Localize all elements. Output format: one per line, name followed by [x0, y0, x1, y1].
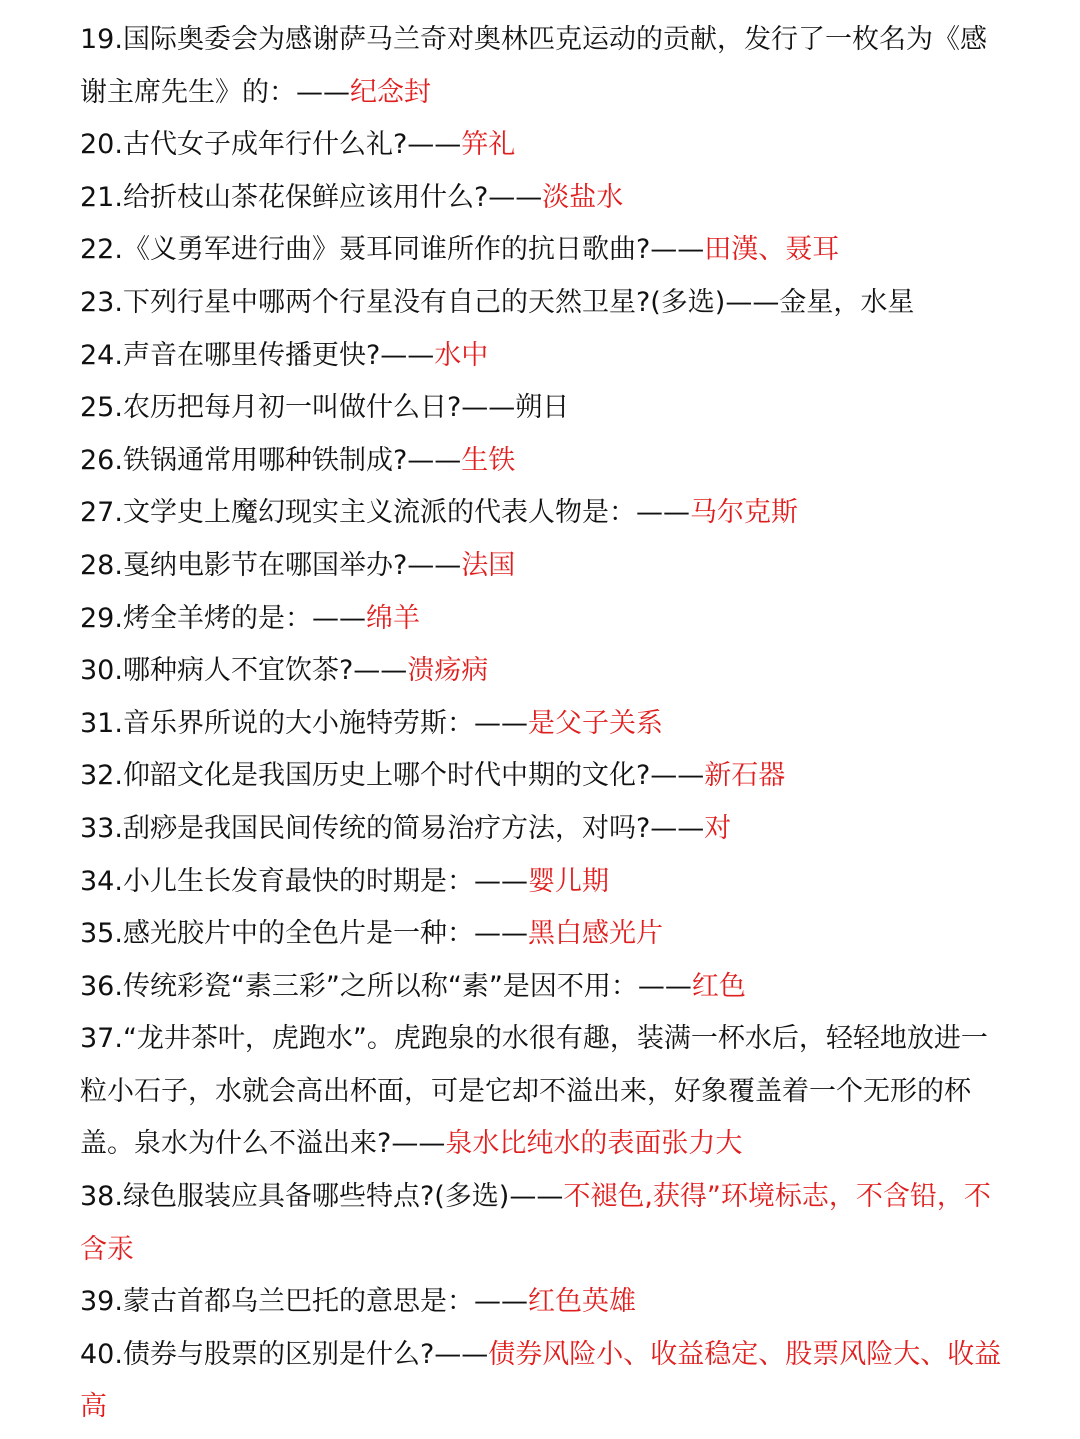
answer-text: 是父子关系 — [527, 707, 663, 739]
answer-text: 黑白感光片 — [527, 918, 663, 950]
quiz-item-25 — [80, 382, 1010, 435]
answer-text: 田漢、聂耳 — [704, 234, 840, 266]
question-text: 22.《义勇军进行曲》聂耳同谁所作的抗日歌曲?—— — [80, 234, 705, 266]
question-text: 36.传统彩瓷“素三彩”之所以称“素”是因不用：—— — [80, 970, 692, 1002]
quiz-item-24 — [80, 330, 1010, 383]
quiz-item-22 — [80, 224, 1010, 277]
quiz-item-30 — [80, 645, 1010, 698]
answer-text: 对 — [704, 812, 732, 844]
answer-text: 不褪色,获得”环境标志，不含铅，不含汞 — [80, 1181, 991, 1265]
answer-text: 债券风险小、收益稳定、股票风险大、收益高 — [80, 1338, 1002, 1423]
question-text: 37.“龙井茶叶，虎跑水”。虎跑泉的水很有趣，装满一杯水后，轻轻地放进一粒小石子，水就会高出杯面，可是它却不溢出来，好象覆盖着一个无形的杯盖。泉水为什么不溢出来?—— — [80, 1023, 988, 1160]
answer-text: 婴儿期 — [527, 865, 609, 897]
question-text: 38.绿色服装应具备哪些特点?(多选)—— — [80, 1181, 564, 1213]
question-text: 30.哪种病人不宜饮茶?—— — [80, 655, 408, 687]
answer-text: 溃疡病 — [407, 655, 489, 687]
quiz-item-34 — [80, 856, 1010, 909]
quiz-item-38 — [80, 1171, 1010, 1276]
question-text: 26.铁锅通常用哪种铁制成?—— — [80, 444, 462, 476]
answer-text: 水中 — [434, 339, 489, 371]
quiz-list — [80, 14, 1010, 1434]
quiz-item-39 — [80, 1276, 1010, 1329]
answer-text: 泉水比纯水的表面张力大 — [445, 1128, 743, 1160]
quiz-item-23 — [80, 277, 1010, 330]
quiz-item-33 — [80, 803, 1010, 856]
quiz-item-40 — [80, 1329, 1010, 1434]
question-text: 39.蒙古首都乌兰巴托的意思是：—— — [80, 1286, 528, 1318]
answer-text: 笄礼 — [461, 129, 516, 161]
question-text: 20.古代女子成年行什么礼?—— — [80, 129, 462, 161]
question-text: 40.债券与股票的区别是什么?—— — [80, 1338, 489, 1370]
question-text: 21.给折枝山茶花保鲜应该用什么?—— — [80, 181, 543, 213]
question-text: 23.下列行星中哪两个行星没有自己的天然卫星?(多选)——金星，水星 — [80, 286, 915, 318]
quiz-item-21 — [80, 172, 1010, 225]
question-text: 33.刮痧是我国民间传统的简易治疗方法，对吗?—— — [80, 812, 705, 844]
quiz-item-31 — [80, 698, 1010, 751]
answer-text: 红色 — [691, 970, 746, 1002]
quiz-item-32 — [80, 750, 1010, 803]
answer-text: 绵羊 — [365, 602, 420, 634]
question-text: 34.小儿生长发育最快的时期是：—— — [80, 865, 528, 897]
answer-text: 红色英雄 — [527, 1286, 636, 1318]
question-text: 32.仰韶文化是我国历史上哪个时代中期的文化?—— — [80, 760, 705, 792]
quiz-item-36 — [80, 961, 1010, 1014]
answer-text: 纪念封 — [350, 76, 431, 108]
answer-text: 新石器 — [704, 760, 786, 792]
answer-text: 马尔克斯 — [689, 497, 798, 529]
quiz-item-37 — [80, 1013, 1010, 1171]
answer-text: 法国 — [461, 549, 516, 581]
answer-text: 生铁 — [461, 444, 516, 476]
question-text: 27.文学史上魔幻现实主义流派的代表人物是：—— — [80, 497, 690, 529]
quiz-item-28 — [80, 540, 1010, 593]
quiz-item-20 — [80, 119, 1010, 172]
quiz-item-29 — [80, 593, 1010, 646]
question-text: 35.感光胶片中的全色片是一种：—— — [80, 918, 528, 950]
quiz-item-19 — [80, 14, 1010, 119]
answer-text: 淡盐水 — [542, 181, 624, 213]
question-text: 25.农历把每月初一叫做什么日?——朔日 — [80, 392, 570, 424]
question-text: 28.戛纳电影节在哪国举办?—— — [80, 549, 462, 581]
question-text: 24.声音在哪里传播更快?—— — [80, 339, 435, 371]
question-text: 29.烤全羊烤的是：—— — [80, 602, 366, 634]
question-text: 19.国际奥委会为感谢萨马兰奇对奥林匹克运动的贡献，发行了一枚名为《感谢主席先生》的：—— — [80, 24, 987, 108]
quiz-item-27 — [80, 487, 1010, 540]
quiz-item-26 — [80, 435, 1010, 488]
question-text: 31.音乐界所说的大小施特劳斯：—— — [80, 707, 528, 739]
quiz-item-35 — [80, 908, 1010, 961]
